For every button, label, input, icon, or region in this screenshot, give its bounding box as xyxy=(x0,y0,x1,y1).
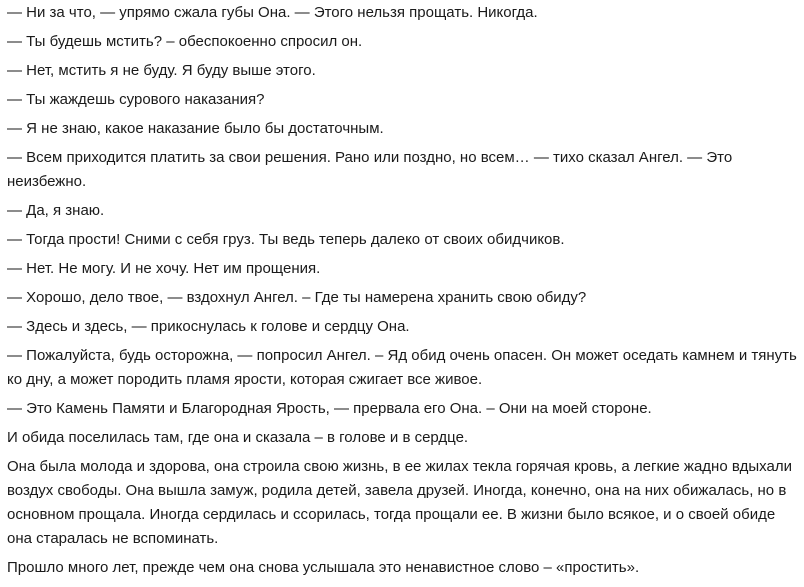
paragraph-9: — Нет. Не могу. И не хочу. Нет им прощения. xyxy=(7,260,321,277)
paragraph-11: — Здесь и здесь, — прикоснулась к голове и сердцу Она. xyxy=(7,318,410,335)
paragraph-2: — Ты будешь мстить? – обеспокоенно спросил он. xyxy=(7,33,363,50)
paragraph-8: — Тогда прости! Сними с себя груз. Ты ведь теперь далеко от своих обидчиков. xyxy=(7,231,565,248)
story-text xyxy=(7,1,801,585)
paragraph-7: — Да, я знаю. xyxy=(7,202,105,219)
paragraph-5: — Я не знаю, какое наказание было бы достаточным. xyxy=(7,120,384,137)
paragraph-6: — Всем приходится платить за свои решения. Рано или поздно, но всем… — тихо сказал Ангел. — Это неизбежно. xyxy=(7,149,733,190)
paragraph-1: — Ни за что, — упрямо сжала губы Она. — Этого нельзя прощать. Никогда. xyxy=(7,4,538,21)
paragraph-10: — Хорошо, дело твое, — вздохнул Ангел. – Где ты намерена хранить свою обиду? xyxy=(7,289,587,306)
paragraph-4: — Ты жаждешь сурового наказания? xyxy=(7,91,265,108)
paragraph-16: Прошло много лет, прежде чем она снова услышала это ненавистное слово – «простить». xyxy=(7,559,640,576)
paragraph-13: — Это Камень Памяти и Благородная Ярость, — прервала его Она. – Они на моей стороне. xyxy=(7,400,652,417)
paragraph-14: И обида поселилась там, где она и сказала – в голове и в сердце. xyxy=(7,429,469,446)
paragraph-3: — Нет, мстить я не буду. Я буду выше этого. xyxy=(7,62,316,79)
paragraph-15: Она была молода и здорова, она строила свою жизнь, в ее жилах текла горячая кровь, а легкие жадно вдыхали воздух свободы. Она вышла замуж, родила детей, завела друзей. Иногда, конечно, она на них обижалась, но в основном прощала. Иногда сердилась и ссорилась, тогда прощали ее. В жизни было всякое, и о своей обиде она старалась не вспоминать. xyxy=(7,458,792,547)
paragraph-12: — Пожалуйста, будь осторожна, — попросил Ангел. – Яд обид очень опасен. Он может оседать камнем и тянуть ко дну, а может породить пламя ярости, которая сжигает все живое. xyxy=(7,347,797,388)
